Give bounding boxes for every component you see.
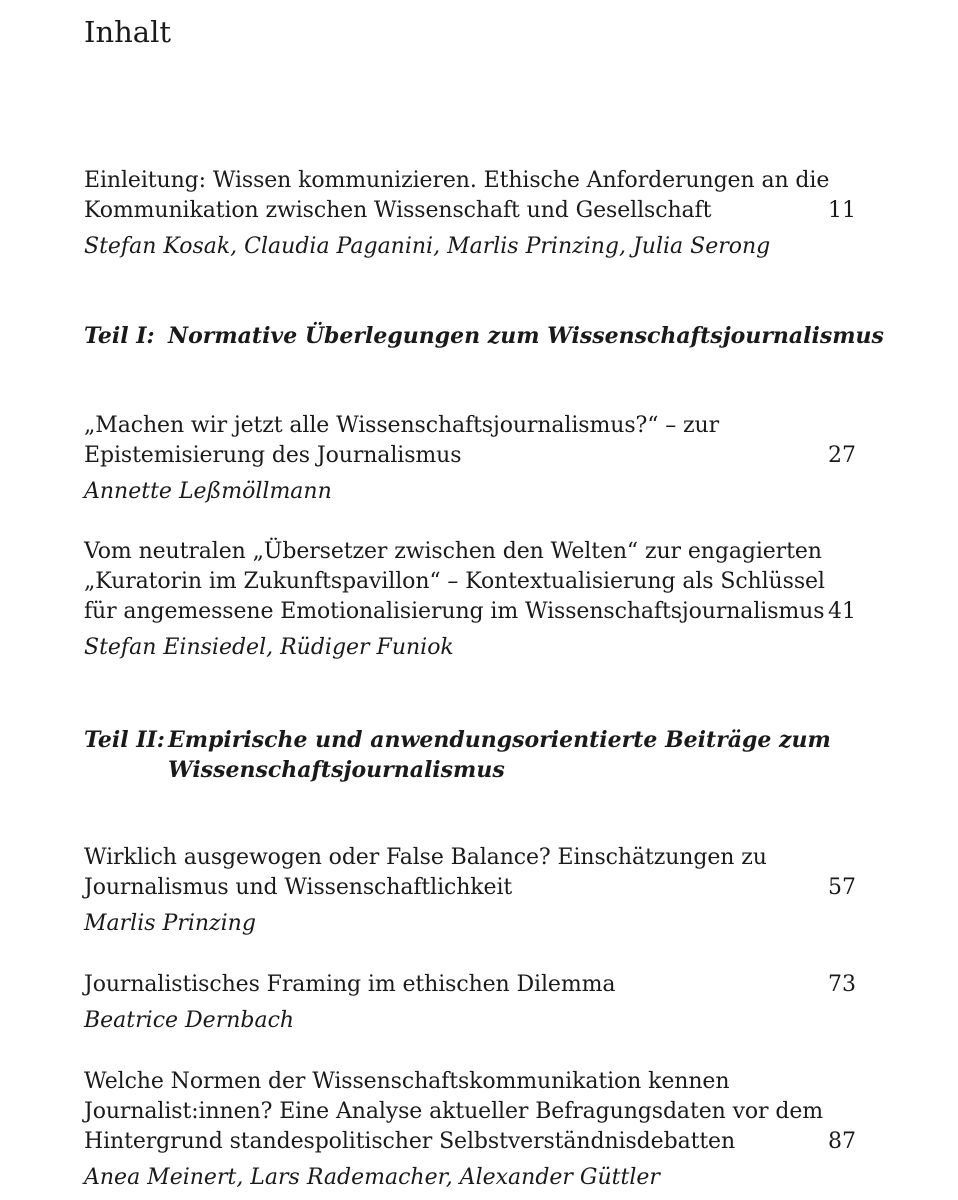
entry-title-line: Hintergrund standespolitischer Selbstverständnisdebatten <box>84 1129 736 1154</box>
entry-title-line: Journalistisches Framing im ethischen Dilemma <box>84 972 616 997</box>
entry-authors: Stefan Einsiedel, Rüdiger Funiok <box>84 635 454 660</box>
entry-title-line: Journalismus und Wissenschaftlichkeit <box>84 875 513 900</box>
entry-title <box>84 411 864 471</box>
part-heading-1 <box>84 321 884 351</box>
entry-title-line: „Kuratorin im Zukunftspavillon“ – Kontextualisierung als Schlüssel <box>84 569 825 594</box>
entry-title-line: Epistemisierung des Journalismus <box>84 443 462 468</box>
page-number: 57 <box>828 875 856 900</box>
entry-title-line: „Machen wir jetzt alle Wissenschaftsjournalismus?“ – zur <box>84 413 720 438</box>
entry-title <box>84 843 864 903</box>
entry-title <box>84 970 864 1000</box>
toc-entry[interactable] <box>84 537 864 663</box>
part-heading-2 <box>84 725 884 785</box>
page-title: Inhalt <box>84 15 172 49</box>
part-label: Teil II: <box>84 727 165 753</box>
entry-authors: Anea Meinert, Lars Rademacher, Alexander Güttler <box>84 1165 660 1190</box>
entry-authors: Annette Leßmöllmann <box>84 479 332 504</box>
entry-title <box>84 166 864 226</box>
part-label: Teil I: <box>84 323 155 349</box>
toc-entry-introduction[interactable] <box>84 166 864 262</box>
page-number: 11 <box>828 198 856 223</box>
part-title: Wissenschaftsjournalismus <box>168 757 505 783</box>
page-number: 87 <box>828 1129 856 1154</box>
toc-entry[interactable] <box>84 411 864 507</box>
toc-entry[interactable] <box>84 970 864 1036</box>
toc-entry[interactable] <box>84 843 864 939</box>
part-title: Empirische und anwendungsorientierte Beiträge zum <box>168 727 831 753</box>
toc-entry[interactable] <box>84 1067 864 1193</box>
part-title: Normative Überlegungen zum Wissenschaftsjournalismus <box>168 323 884 349</box>
page-number: 27 <box>828 443 856 468</box>
entry-title-line: Vom neutralen „Übersetzer zwischen den Welten“ zur engagierten <box>84 539 822 564</box>
entry-title-line: Journalist:innen? Eine Analyse aktueller Befragungsdaten vor dem <box>84 1099 824 1124</box>
entry-title <box>84 537 864 627</box>
entry-authors: Beatrice Dernbach <box>84 1008 295 1033</box>
entry-title <box>84 1067 864 1157</box>
page-number: 73 <box>828 972 856 997</box>
entry-title-line: Welche Normen der Wissenschaftskommunikation kennen <box>84 1069 730 1094</box>
entry-title-line: Einleitung: Wissen kommunizieren. Ethische Anforderungen an die <box>84 168 830 193</box>
entry-authors: Stefan Kosak, Claudia Paganini, Marlis Prinzing, Julia Serong <box>84 234 771 259</box>
page-number: 41 <box>828 599 856 624</box>
entry-authors: Marlis Prinzing <box>84 911 256 936</box>
entry-title-line: Wirklich ausgewogen oder False Balance? Einschätzungen zu <box>84 845 767 870</box>
entry-title-line: Kommunikation zwischen Wissenschaft und Gesellschaft <box>84 198 712 223</box>
entry-title-line: für angemessene Emotionalisierung im Wissenschaftsjournalismus <box>84 599 825 624</box>
